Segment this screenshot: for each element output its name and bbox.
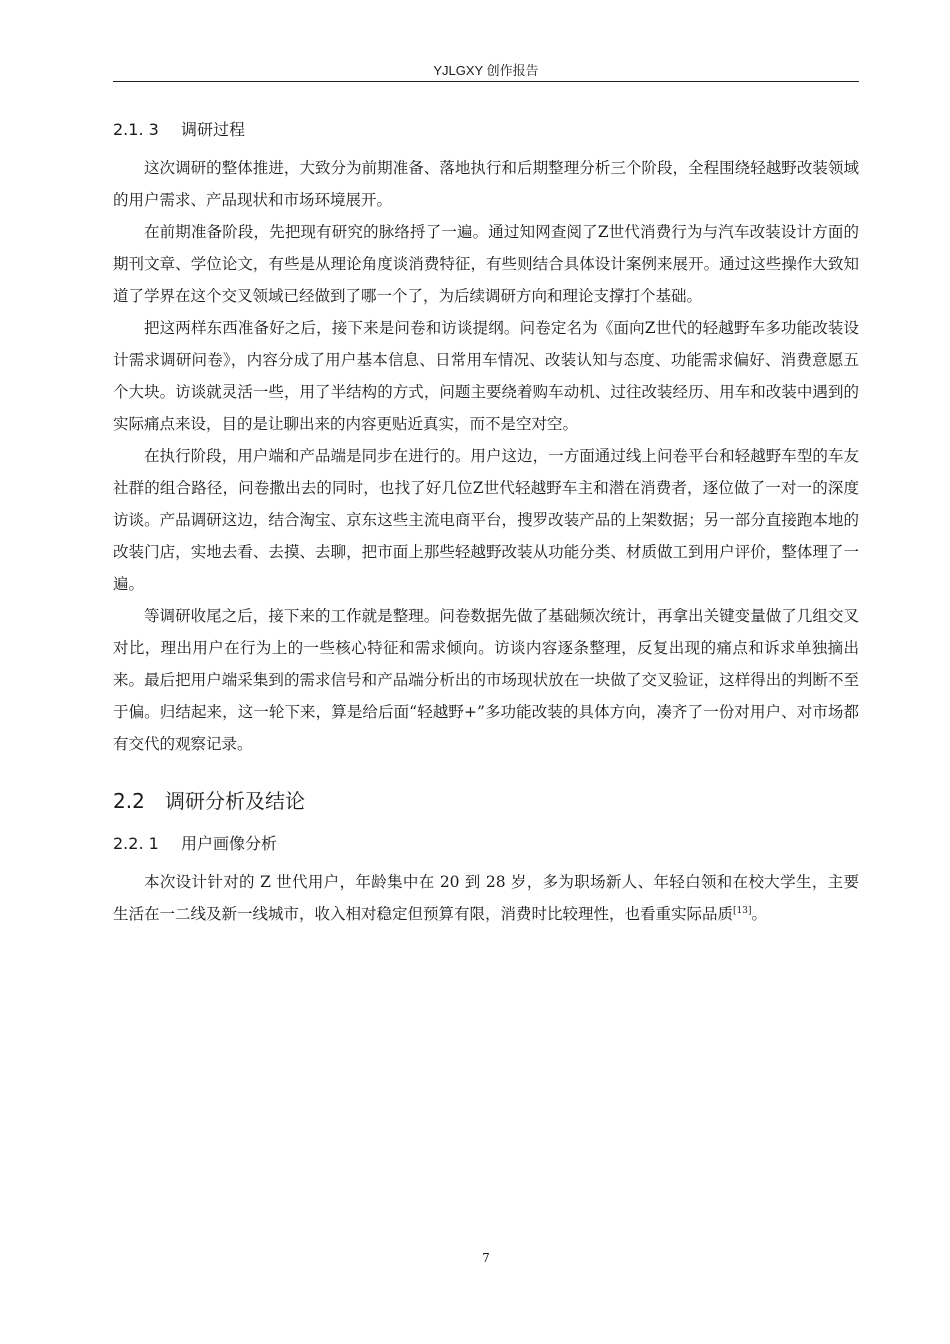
section-title: 调研分析及结论 [165,789,305,813]
section-heading-2-2-1 [113,832,859,856]
paragraph: 把这两样东西准备好之后，接下来是问卷和访谈提纲。问卷定名为《面向Z世代的轻越野车多功能改装设计需求调研问卷》，内容分成了用户基本信息、日常用车情况、改装认知与态度、功能需求偏好、消费意愿五个大块。访谈就灵活一些，用了半结构的方式，问题主要绕着购车动机、过往改装经历、用车和改装中遇到的实际痛点来设，目的是让聊出来的内容更贴近真实，而不是空对空。 [113,319,859,433]
paragraph: 这次调研的整体推进，大致分为前期准备、落地执行和后期整理分析三个阶段，全程围绕轻越野改装领域的用户需求、产品现状和市场环境展开。 [113,159,859,209]
paragraph-end: 。 [751,905,768,923]
page-header [113,62,859,80]
section-heading-2-1-3 [113,118,859,142]
section-heading-2-2 [113,786,859,816]
header-divider [113,81,859,82]
page-body [113,118,859,930]
section-title: 调研过程 [181,120,246,139]
citation-reference[interactable]: [13] [733,905,752,916]
paragraph [113,866,859,930]
header-title: YJLGXY 创作报告 [433,63,539,78]
section-number: 2.2. 1 [113,834,159,853]
section-number: 2.1. 3 [113,120,159,139]
page-footer [113,1250,859,1266]
paragraph-text: 本次设计针对的 Z 世代用户，年龄集中在 20 到 28 岁，多为职场新人、年轻白领和在校大学生，主要生活在一二线及新一线城市，收入相对稳定但预算有限，消费时比较理性，也看重实际品质 [113,873,859,923]
section-number: 2.2 [113,789,145,813]
section-title: 用户画像分析 [181,834,278,853]
paragraph: 等调研收尾之后，接下来的工作就是整理。问卷数据先做了基础频次统计，再拿出关键变量做了几组交叉对比，理出用户在行为上的一些核心特征和需求倾向。访谈内容逐条整理，反复出现的痛点和诉求单独摘出来。最后把用户端采集到的需求信号和产品端分析出的市场现状放在一块做了交叉验证，这样得出的判断不至于偏。归结起来，这一轮下来，算是给后面“轻越野+”多功能改装的具体方向，凑齐了一份对用户、对市场都有交代的观察记录。 [113,607,859,753]
paragraph: 在前期准备阶段，先把现有研究的脉络捋了一遍。通过知网查阅了Z世代消费行为与汽车改装设计方面的期刊文章、学位论文，有些是从理论角度谈消费特征，有些则结合具体设计案例来展开。通过这些操作大致知道了学界在这个交叉领域已经做到了哪一个了，为后续调研方向和理论支撑打个基础。 [113,223,859,305]
paragraph: 在执行阶段，用户端和产品端是同步在进行的。用户这边，一方面通过线上问卷平台和轻越野车型的车友社群的组合路径，问卷撒出去的同时，也找了好几位Z世代轻越野车主和潜在消费者，逐位做了一对一的深度访谈。产品调研这边，结合淘宝、京东这些主流电商平台，搜罗改装产品的上架数据；另一部分直接跑本地的改装门店，实地去看、去摸、去聊，把市面上那些轻越野改装从功能分类、材质做工到用户评价，整体理了一遍。 [113,447,859,593]
page-number: 7 [482,1251,490,1265]
